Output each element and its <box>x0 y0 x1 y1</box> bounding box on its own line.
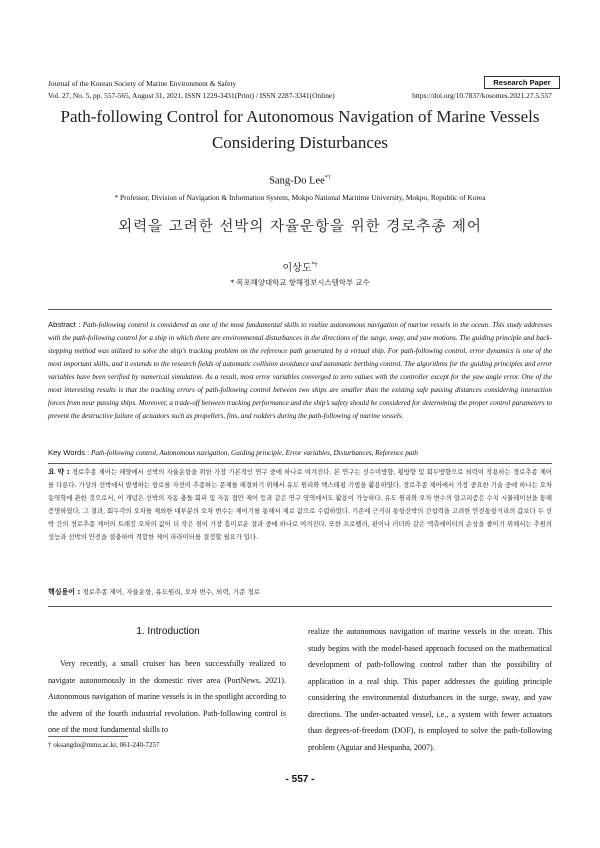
keywords-en <box>48 448 552 457</box>
abstract-ko-label: 요 약 : <box>48 468 70 476</box>
section-heading: 1. Introduction <box>136 626 200 637</box>
keywords-ko <box>48 587 552 597</box>
author-ko-mark: *† <box>311 261 318 269</box>
paper-title-line-1: Path-following Control for Autonomous Navigation of Marine Vessels <box>60 107 540 126</box>
page-number: - 557 - <box>285 774 315 785</box>
author-en-name: Sang-Do Lee <box>269 175 325 187</box>
divider-top <box>48 309 552 310</box>
divider-bottom <box>48 606 552 607</box>
abstract-text: Path-following control is considered as one of the most fundamental skills to realize autonomous navigation of marine vessels in the ocean. This study addresses with the path-following control for a ship in which there are environmental disturbances in the directions of the surge, sway, and yaw motions. The guiding principle and back-stepping method was utilized to solve the ship’s tracking problem on the reference path generated by a virtual ship. For path-following control, error dynamics is one of the most important skills, and it extends to the research fields of automatic collision avoidance and automatic berthing control. The algorithms for the guiding principles and error variables have been verified by numerical simulation. As a result, most error variables converged to zero values with the controller except for the yaw angle error. One of the most interesting results is that the tracking errors of path-following control between two ships are smaller than the existing safe passing distances considering interaction forces from near passing ships. Moreover, a trade-off between tracking performance and the ship’s safety should be considered for determining the proper control parameters to prevent the destructive failure of actuators such as propellers, fins, and rudders during the path-following of marine vessels. <box>48 321 553 420</box>
author-ko <box>0 259 600 274</box>
abstract-ko-text: 경로추종 제어는 해양에서 선박의 자율운항을 위한 가장 기본적인 연구 중에 하나로 여겨진다. 본 연구는 선수미방향, 횡방향 및 회두방향으로 외력이 작용하는 경로추종 제어를 다룬다. 가상의 선박에서 발생하는 항로를 자선이 추종하는 문제를 해결하기 위해서 유도 원리와 백스테핑 기법을 활용하였다. 경로추종 제어에서 가장 중요한 기술 중에 하나는 오차 동역학에 관한 것으로서, 이 개념은 선박의 자동 충돌 회피 및 자동 접안 제어 등과 같은 연구 영역에서도 활용이 가능하다. 유도 원리와 오차 변수의 알고리즘은 수치 시뮬레이션을 통해 증명하였다. 그 결과, 회두각의 오차를 제외한 대부분의 오차 변수는 제어기를 통해서 제로 값으로 수렴하였다. 기존에 근거리 통항선박의 간섭력을 고려한 안전통항거리의 값보다 두 선박 간의 경로추종 제어의 트래킹 오차의 값이 더 작은 점이 가장 흥미로운 결과 중에 하나로 여겨진다. 또한 프로펠러, 핀이나 러더와 같은 액츄에이터의 손상을 줄이기 위해서는 추원의 성능과 선박의 안전을 절충하여 적합한 제어 파라미터를 결정할 필요가 있다. <box>48 469 552 541</box>
affiliation-ko: * 목포해양대학교 항해정보시스템학부 교수 <box>230 278 370 287</box>
article-type-badge: Research Paper <box>484 76 560 89</box>
paper-title-line-2: Considering Disturbances <box>211 133 389 152</box>
footnote-email: † oksangdo@mmu.ac.kr, 061-240-7257 <box>48 741 160 749</box>
abstract-label: Abstract : <box>48 320 81 329</box>
doi-link[interactable]: https://doi.org/10.7837/kosomes.2021.27.5.557 <box>412 91 552 100</box>
abstract-en <box>48 318 552 423</box>
author-en <box>0 175 600 187</box>
footnote-rule <box>48 736 128 737</box>
author-ko-name: 이상도 <box>282 263 312 274</box>
affiliation-en: * Professor, Division of Navigation & Information System, Mokpo National Maritime University, Mokpo, Republic of Korea <box>114 193 486 202</box>
keywords-ko-label: 핵심용어 : <box>48 588 81 596</box>
divider-mid <box>48 463 552 464</box>
paper-title-ko: 외력을 고려한 선박의 자율운항을 위한 경로추종 제어 <box>118 219 482 235</box>
abstract-ko <box>48 466 552 544</box>
keywords-text: Path-following control, Autonomous navigation, Guiding principle, Error variables, Disturbances, Reference path <box>91 449 418 457</box>
volume-info: Vol. 27, No. 5, pp. 557-565, August 31, 2021, ISSN 1229-3431(Print) / ISSN 2287-3341(Online) <box>48 91 335 100</box>
intro-paragraph-left: Very recently, a small cruiser has been successfully realized to navigate autonomously in the domestic river area (PortNews, 2021). Autonomous navigation of marine vessels is in the spotlight according to the advent of the fourth industrial revolution. Path-following control is one of the most fundamental skills to <box>48 659 286 734</box>
author-en-mark: *† <box>324 175 331 181</box>
keywords-ko-text: 경로추종 제어, 자율운항, 유도원리, 오차 변수, 외력, 기준 경로 <box>82 588 260 596</box>
keywords-label: Key Words : <box>48 448 90 457</box>
intro-paragraph-right: realize the autonomous navigation of marine vessels in the ocean. This study begins with the model-based approach focused on the mathematical development of path-following control rather than the possibility of application in a real ship. This paper addresses the guiding principle considering the environmental disturbances in the surge, sway, and yaw directions. The under-actuated vessel, i.e., a system with fewer actuators than degrees-of-freedom (DOF), is employed to solve the path-following problem (Aguiar and Hespanha, 2007). <box>308 627 552 752</box>
journal-name: Journal of the Korean Society of Marine Environment & Safety <box>48 79 237 88</box>
